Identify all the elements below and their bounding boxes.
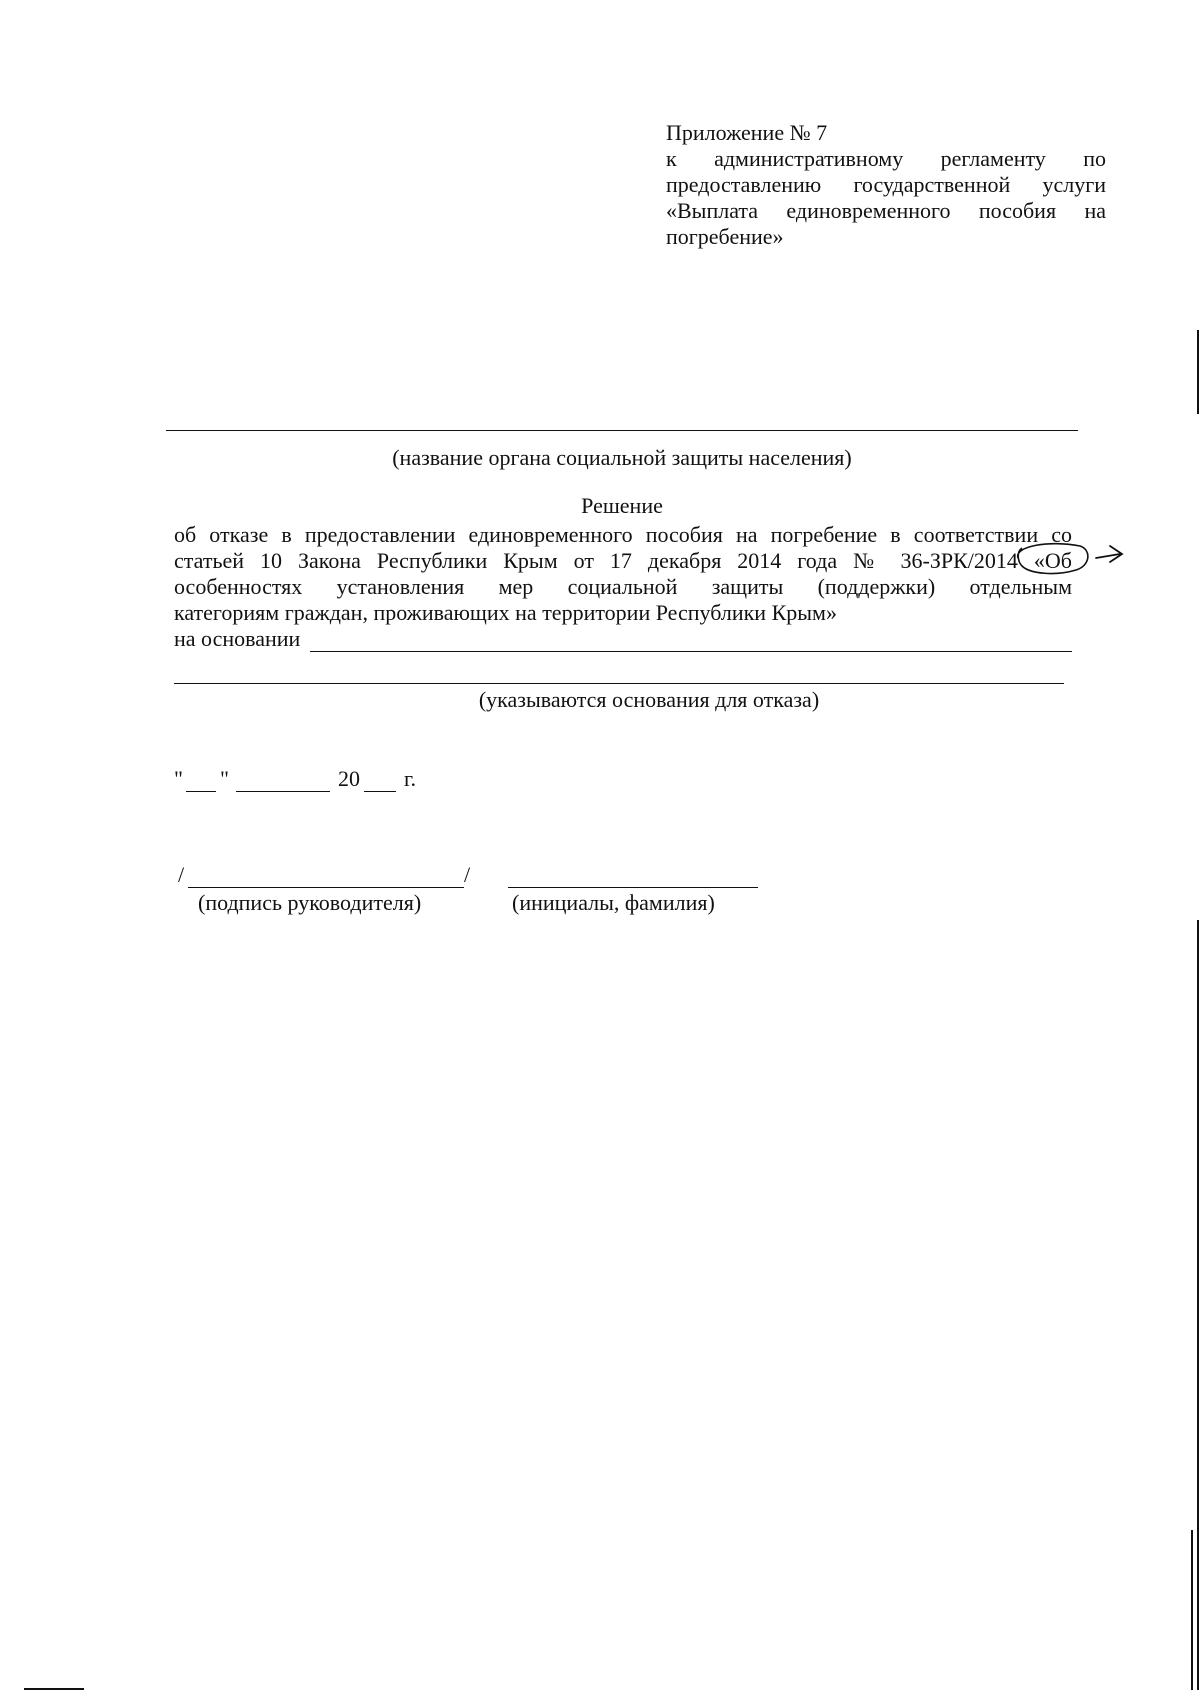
name-field-line[interactable] [508,887,758,888]
appendix-text-line: «Выплата единовременного пособия на [666,198,1106,223]
decision-body [174,522,1072,626]
date-century: 20 [338,766,360,791]
authority-caption: (название органа социальной защиты населения) [392,445,852,470]
authority-name-field-line [166,430,1078,431]
reasons-caption: (указываются основания для отказа) [478,687,820,712]
scan-margin-line [1197,920,1199,1690]
signature-slash-left: / [178,862,185,887]
date-quote-close: " [220,766,229,791]
date-day-field[interactable] [186,791,216,792]
basis-field-line-2[interactable] [174,683,1064,684]
date-year-suffix: г. [404,766,417,791]
decision-text-line: об отказе в предоставлении единовременного пособия на погребение в соответствии со [174,522,1072,547]
date-quote-open: " [174,766,183,791]
appendix-text-line: предоставлению государственной услуги [666,172,1106,197]
scan-margin-line [1191,1530,1193,1690]
decision-text-line: особенностях установления мер социальной защиты (поддержки) отдельным [174,574,1072,599]
appendix-text-line: погребение» [666,224,784,249]
decision-title: Решение [581,493,663,518]
handwritten-annotation [1010,540,1130,590]
basis-label: на основании [174,626,301,651]
appendix-text-line: к административному регламенту по [666,146,1106,171]
appendix-header [666,120,1106,250]
date-year-field[interactable] [364,791,396,792]
signature-caption: (подпись руководителя) [198,890,422,915]
signature-slash-right: / [464,862,471,887]
name-caption: (инициалы, фамилия) [512,890,715,915]
arrow-icon [1096,546,1122,562]
scan-bottom-dash [24,1688,84,1690]
decision-text-line: категориям граждан, проживающих на территории Республики Крым» [174,600,837,625]
basis-field-line[interactable] [310,651,1072,652]
annotation-circle [1018,544,1088,574]
scan-margin-line [1197,330,1199,414]
decision-text-line: статьей 10 Закона Республики Крым от 17 декабря 2014 года № 36-ЗРК/2014 «Об [174,548,1072,573]
appendix-number: Приложение № 7 [666,120,828,145]
date-month-field[interactable] [236,791,330,792]
signature-field-line[interactable] [188,887,464,888]
